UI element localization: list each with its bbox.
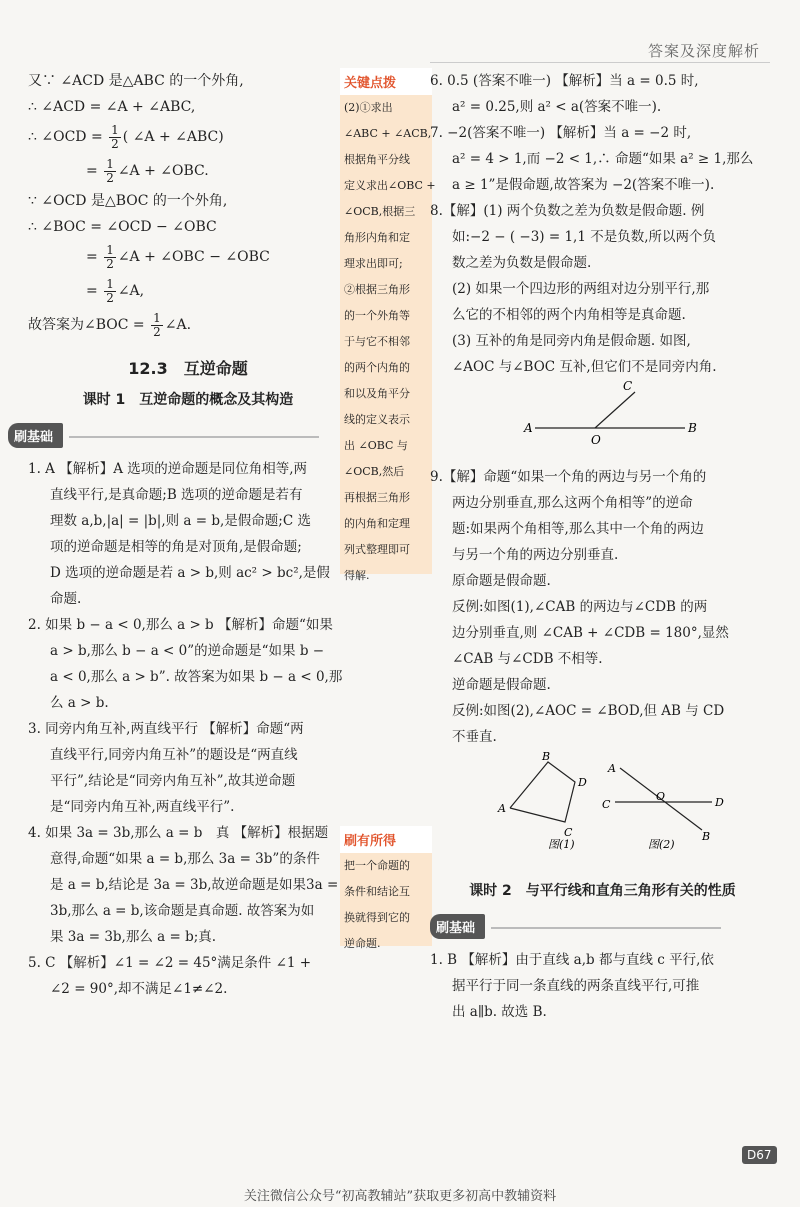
- text-line: 题:如果两个角相等,那么其中一个角的两边: [452, 521, 704, 537]
- text-line: 么它的不相邻的两个内角相等是真命题.: [452, 307, 686, 323]
- question-9: [430, 464, 775, 750]
- question-6: [430, 68, 775, 120]
- text-line: 理数 a,b,|a| = |b|,则 a = b,是假命题;C 选: [50, 513, 311, 529]
- text-line: 根据角平分线: [344, 153, 410, 166]
- text-line: 边分别垂直,则 ∠CAB + ∠CDB = 180°,显然: [452, 625, 729, 641]
- text-line: 逆命题.: [344, 937, 381, 950]
- fig1-label-c: C: [564, 826, 573, 839]
- caption-figure-2: 图(2): [648, 838, 675, 851]
- label-o: O: [591, 433, 601, 447]
- fraction-denominator: 2: [106, 290, 114, 305]
- caption-figure-1: 图(1): [548, 838, 575, 851]
- text-line: 出 ∠OBC 与: [344, 439, 408, 452]
- text-line: (2)①求出: [344, 101, 393, 114]
- text-line: ∠CAB 与∠CDB 不相等.: [452, 651, 603, 667]
- text-line: 和以及角平分: [344, 387, 410, 400]
- text-line: a > b,那么 b − a < 0”的逆命题是“如果 b −: [50, 643, 325, 659]
- text-line: 角形内角和定: [344, 231, 410, 244]
- proof-line-1: 又∵ ∠ACD 是△ABC 的一个外角,: [28, 73, 244, 89]
- fraction-denominator: 2: [111, 136, 119, 151]
- text-line: 1. B 【解析】由于直线 a,b 都与直线 c 平行,依: [430, 952, 714, 968]
- figure-2: [602, 762, 724, 851]
- proof-line-3: ∴ ∠OCD = $\frac{1}{2}$ ( ∠A + ∠ABC): [28, 122, 224, 151]
- text-line: 5. C 【解析】∠1 = ∠2 = 45°满足条件 ∠1 +: [28, 955, 312, 971]
- figure-1: [497, 750, 587, 851]
- lesson-1-title: 课时 1 互逆命题的概念及其构造: [82, 392, 294, 408]
- text-line: 4. 如果 3a = 3b,那么 a = b 真 【解析】根据题: [28, 825, 329, 841]
- text-line: 2. 如果 b − a < 0,那么 a > b 【解析】命题“如果: [28, 617, 333, 633]
- text-line: 8.【解】(1) 两个负数之差为负数是假命题. 例: [430, 203, 705, 219]
- quadrilateral: [510, 762, 575, 822]
- text-line: ∠OCB,然后: [344, 465, 405, 478]
- lesson-2-title: 课时 2 与平行线和直角三角形有关的性质: [469, 883, 736, 899]
- footer-note: 关注微信公众号“初高教辅站”获取更多初高中教辅资料: [243, 1189, 557, 1204]
- fraction-denominator: 2: [106, 170, 114, 185]
- text-line: 命题.: [50, 591, 82, 607]
- text-line: 数之差为负数是假命题.: [452, 255, 592, 271]
- figure-supplementary-angles: [430, 380, 775, 460]
- right-column: [430, 68, 775, 1025]
- header-rule: [430, 62, 770, 63]
- text-line: ∠AOC 与∠BOC 互补,但它们不是同旁内角.: [452, 359, 717, 375]
- text-line: (3) 互补的角是同旁内角是假命题. 如图,: [452, 333, 691, 349]
- text-line: 理求出即可;: [344, 257, 403, 270]
- fraction: [104, 278, 116, 305]
- label-a: A: [524, 421, 533, 435]
- proof-line-7: = $\frac{1}{2}$ ∠A + ∠OBC − ∠OBC: [86, 242, 270, 271]
- text-line: 3. 同旁内角互补,两直线平行 【解析】命题“两: [28, 721, 304, 737]
- note-key-points-body: [340, 95, 436, 589]
- text-line: 直线平行,是真命题;B 选项的逆命题是若有: [50, 487, 303, 503]
- proof-line-2: ∴ ∠ACD = ∠A + ∠ABC,: [28, 99, 196, 115]
- text-line: 原命题是假命题.: [452, 573, 551, 589]
- text-line: ∠2 = 90°,却不满足∠1≠∠2.: [50, 981, 228, 997]
- fraction-numerator: 1: [106, 276, 114, 291]
- note-takeaway-body: [340, 853, 432, 957]
- fraction-numerator: 1: [106, 156, 114, 171]
- text-line: 换就得到它的: [344, 911, 410, 924]
- text-line: ∠OCB,根据三: [344, 205, 416, 218]
- page-number: D67: [742, 1146, 777, 1164]
- proof-line-6: ∴ ∠BOC = ∠OCD − ∠OBC: [28, 219, 217, 235]
- label-c: C: [623, 380, 633, 393]
- text-line: 9.【解】命题“如果一个角的两边与另一个角的: [430, 469, 707, 485]
- fig2-label-a: A: [608, 762, 616, 775]
- text-line: 的内角和定理: [344, 517, 410, 530]
- question-4: [28, 820, 348, 950]
- text-line: 再根据三角形: [344, 491, 410, 504]
- fraction-denominator: 2: [153, 324, 161, 339]
- text-line: (2) 如果一个四边形的两组对边分别平行,那: [452, 281, 710, 297]
- text-line: 线的定义表示: [344, 413, 410, 426]
- fig2-label-c: C: [602, 798, 611, 811]
- question-7: [430, 120, 775, 198]
- badge-label-2: 刷基础: [430, 914, 485, 939]
- fraction: [104, 158, 116, 185]
- fig1-label-d: D: [578, 776, 587, 789]
- fig2-label-d: D: [715, 796, 724, 809]
- text-line: ②根据三角形: [344, 283, 410, 296]
- fig1-label-a: A: [498, 802, 506, 815]
- note-takeaway-title: 刷有所得: [340, 826, 432, 853]
- text-line: 3b,那么 a = b,该命题是真命题. 故答案为如: [50, 903, 315, 919]
- text-line: 条件和结论互: [344, 885, 410, 898]
- text-line: 意得,命题“如果 a = b,那么 3a = 3b”的条件: [50, 851, 320, 867]
- question-3: [28, 716, 348, 820]
- question-10: [430, 947, 775, 1025]
- text-line: 出 a∥b. 故选 B.: [452, 1004, 547, 1020]
- text-line: a² = 0.25,则 a² < a(答案不唯一).: [452, 99, 662, 115]
- section-title: 12.3 互逆命题: [128, 359, 248, 378]
- proof-line-8: = $\frac{1}{2}$ ∠A,: [86, 276, 145, 305]
- text-line: 得解.: [344, 569, 370, 582]
- question-5: [28, 950, 348, 1002]
- text-line: 平行”,结论是“同旁内角互补”,故其逆命题: [50, 773, 296, 789]
- note-key-points: [340, 68, 436, 582]
- badge-rule-2: [491, 927, 721, 929]
- note-key-points-title: 关键点拨: [340, 68, 432, 95]
- badge-row-2: [430, 914, 775, 939]
- note-takeaway: [340, 826, 432, 950]
- text-line: 的一个外角等: [344, 309, 410, 322]
- text-line: 项的逆命题是相等的角是对顶角,是假命题;: [50, 539, 302, 555]
- text-line: 如:−2 − ( −3) = 1,1 不是负数,所以两个负: [452, 229, 717, 245]
- proof-line-9: 故答案为∠BOC = $\frac{1}{2}$ ∠A.: [28, 310, 192, 339]
- text-line: 据平行于同一条直线的两条直线平行,可推: [452, 978, 700, 994]
- text-line: 把一个命题的: [344, 859, 410, 872]
- text-line: a < 0,那么 a > b”. 故答案为如果 b − a < 0,那: [50, 669, 343, 685]
- text-line: 反例:如图(1),∠CAB 的两边与∠CDB 的两: [452, 599, 708, 615]
- text-line: 的两个内角的: [344, 361, 410, 374]
- badge-rule: [69, 436, 319, 438]
- badge-row-1: [8, 423, 348, 448]
- text-line: 1. A 【解析】A 选项的逆命题是同位角相等,两: [28, 461, 308, 477]
- fraction: [104, 244, 116, 271]
- proof-line-5: ∵ ∠OCD 是△BOC 的一个外角,: [28, 193, 228, 209]
- text-line: 定义求出∠OBC +: [344, 179, 436, 192]
- text-line: a² = 4 > 1,而 −2 < 1,∴ 命题“如果 a² ≥ 1,那么: [452, 151, 754, 167]
- text-line: 么 a > b.: [50, 695, 109, 711]
- text-line: 反例:如图(2),∠AOC = ∠BOD,但 AB 与 CD: [452, 703, 725, 719]
- text-line: D 选项的逆命题是若 a > b,则 ac² > bc²,是假: [50, 565, 330, 581]
- fraction-numerator: 1: [153, 310, 161, 325]
- fraction: [151, 312, 163, 339]
- text-line: 直线平行,同旁内角互补”的题设是“两直线: [50, 747, 298, 763]
- text-line: 不垂直.: [452, 729, 497, 745]
- figures-9: [430, 750, 775, 870]
- text-line: 是 a = b,结论是 3a = 3b,故逆命题是如果3a =: [50, 877, 339, 893]
- text-line: 7. −2(答案不唯一) 【解析】当 a = −2 时,: [430, 125, 692, 141]
- fraction-denominator: 2: [106, 256, 114, 271]
- page-header-title: 答案及深度解析: [647, 42, 760, 60]
- fraction: [109, 124, 121, 151]
- fig1-label-b: B: [542, 750, 551, 763]
- text-line: 果 3a = 3b,那么 a = b;真.: [50, 929, 217, 945]
- fig2-label-o: O: [656, 790, 666, 803]
- text-line: 列式整理即可: [344, 543, 410, 556]
- text-line: 与另一个角的两边分别垂直.: [452, 547, 619, 563]
- badge-label: 刷基础: [8, 423, 63, 448]
- fraction-numerator: 1: [106, 242, 114, 257]
- question-2: [28, 612, 348, 716]
- proof-line-4: = $\frac{1}{2}$ ∠A + ∠OBC.: [86, 156, 209, 185]
- text-line: 于与它不相邻: [344, 335, 410, 348]
- text-line: ∠ABC + ∠ACB,: [344, 127, 432, 140]
- text-line: 两边分别垂直,那么这两个角相等”的逆命: [452, 495, 693, 511]
- text-line: a ≥ 1”是假命题,故答案为 −2(答案不唯一).: [452, 177, 715, 193]
- left-column: [14, 68, 348, 1002]
- ray-oc: [595, 392, 635, 428]
- question-1: [28, 456, 348, 612]
- text-line: 6. 0.5 (答案不唯一) 【解析】当 a = 0.5 时,: [430, 73, 699, 89]
- label-b: B: [688, 421, 697, 435]
- fig2-label-b: B: [702, 830, 711, 843]
- text-line: 逆命题是假命题.: [452, 677, 551, 693]
- question-8: [430, 198, 775, 380]
- text-line: 是“同旁内角互补,两直线平行”.: [50, 799, 235, 815]
- fraction-numerator: 1: [111, 122, 119, 137]
